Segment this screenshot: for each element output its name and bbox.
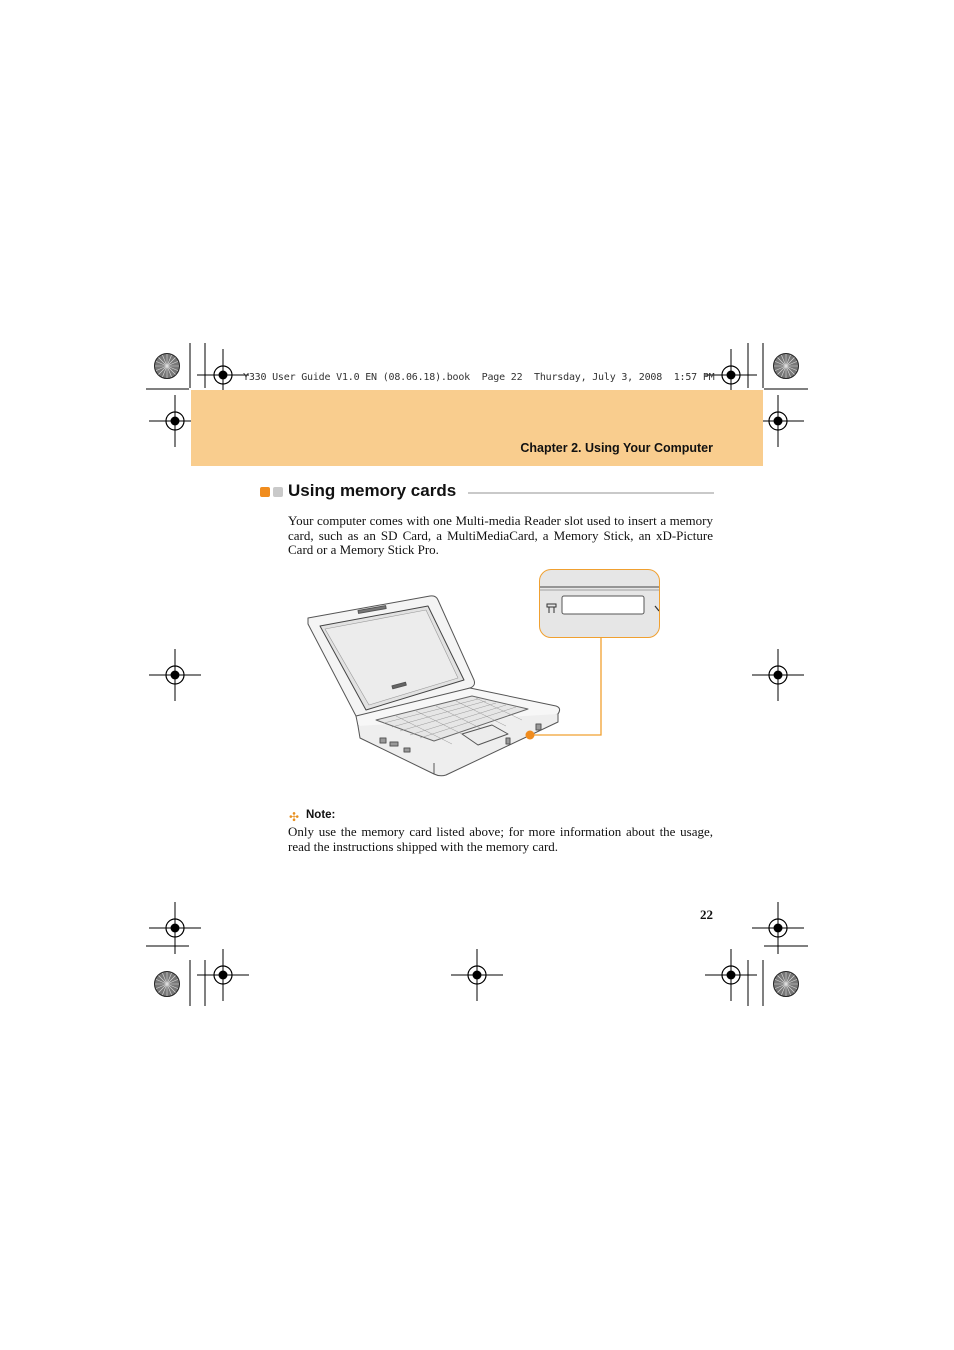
note-text: Only use the memory card listed above; for more information about the usage, read the instructions shipped with the memory card. [288,824,713,854]
heading-rule [468,492,714,494]
heading-bullet-gray [273,487,283,497]
chapter-title: Chapter 2. Using Your Computer [520,441,713,455]
section-title: Using memory cards [288,481,457,500]
note-icon: ✣ [289,810,300,824]
section-body: Your computer comes with one Multi-media Reader slot used to insert a memory card, such as an SD Card, a MultiMediaCard, a Memory Stick, an xD-Picture Card or a Memory Stick Pro. [288,513,713,558]
heading-bullet-orange [260,487,270,497]
print-info-line: Y330 User Guide V1.0 EN (08.06.18).book Page 22 Thursday, July 3, 2008 1:57 PM [243,372,715,383]
callout-line [520,637,610,745]
card-slot-detail [540,570,660,638]
page-number: 22 [700,907,713,922]
card-slot-inset [539,569,660,638]
memory-card-slot-icon [547,604,556,613]
note-label: Note: [306,809,336,821]
